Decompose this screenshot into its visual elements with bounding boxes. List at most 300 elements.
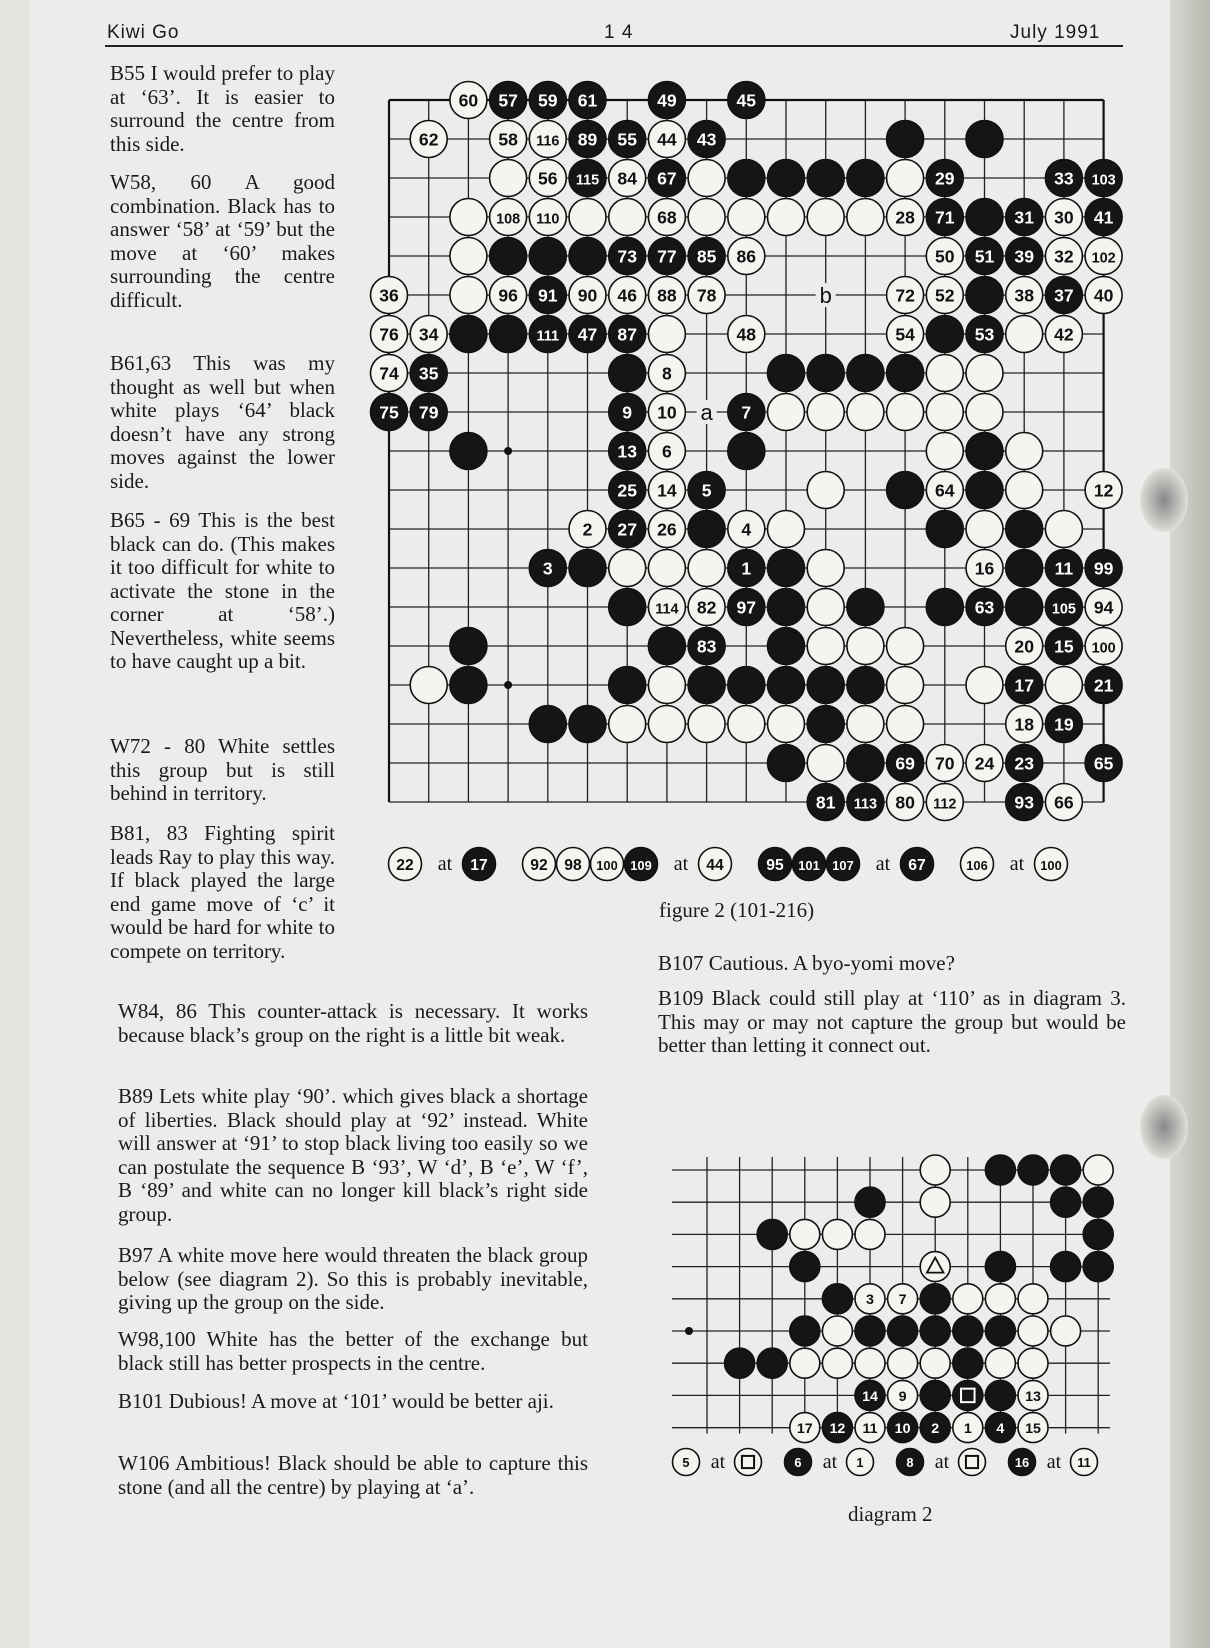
- white-stone: [887, 394, 924, 431]
- white-stone: [920, 1187, 950, 1217]
- move-number: 69: [895, 753, 915, 774]
- commentary-paragraph: W98,100 White has the better of the exchange but black still has better prospects in the centre.: [118, 1327, 588, 1375]
- move-number: 5: [701, 480, 712, 501]
- move-number: 14: [862, 1388, 878, 1405]
- move-number: 4: [996, 1421, 1005, 1437]
- white-stone: [490, 121, 527, 158]
- black-stone: [625, 848, 658, 881]
- black-stone: [920, 1284, 950, 1314]
- move-number: 44: [706, 856, 724, 874]
- white-stone: [768, 511, 805, 548]
- black-stone: [1083, 1219, 1113, 1249]
- move-number: 59: [538, 90, 558, 111]
- white-stone: [961, 848, 994, 881]
- move-number: 67: [908, 856, 926, 874]
- black-stone: [807, 355, 844, 392]
- black-stone: [759, 848, 792, 881]
- commentary-paragraph: B55 I would prefer to play at ‘63’. It is easier to surround the centre from this side.: [110, 61, 335, 156]
- move-number: 67: [657, 168, 677, 189]
- move-number: 19: [1054, 714, 1074, 735]
- white-stone: [490, 277, 527, 314]
- at-word: at: [934, 1451, 950, 1473]
- black-stone: [1006, 199, 1043, 236]
- white-stone: [410, 121, 447, 158]
- white-stone: [450, 277, 487, 314]
- white-stone: [728, 706, 765, 743]
- move-number: 25: [617, 480, 637, 501]
- move-number: 98: [564, 856, 582, 874]
- white-stone: [1006, 316, 1043, 353]
- white-stone: [926, 277, 963, 314]
- black-stone: [966, 316, 1003, 353]
- white-stone: [450, 199, 487, 236]
- black-stone: [569, 316, 606, 353]
- move-number: 64: [935, 480, 955, 501]
- move-number: 94: [1093, 597, 1114, 618]
- white-stone: [847, 199, 884, 236]
- white-stone: [728, 511, 765, 548]
- black-stone: [926, 160, 963, 197]
- figure2-board: [371, 82, 1123, 821]
- black-stone: [966, 472, 1003, 509]
- white-stone: [1006, 277, 1043, 314]
- black-stone: [768, 550, 805, 587]
- point-label: a: [700, 400, 713, 425]
- black-stone: [1018, 1155, 1048, 1185]
- black-stone: [790, 1252, 820, 1282]
- white-stone: [410, 316, 447, 353]
- white-stone: [728, 238, 765, 275]
- white-stone: [371, 316, 408, 353]
- white-stone: [688, 277, 725, 314]
- move-number: 77: [657, 246, 677, 267]
- white-stone: [888, 1380, 918, 1410]
- move-number: 113: [853, 796, 878, 813]
- white-stone: [450, 238, 487, 275]
- move-number: 8: [662, 363, 672, 384]
- black-stone: [822, 1284, 852, 1314]
- white-stone: [648, 277, 685, 314]
- black-stone: [847, 355, 884, 392]
- commentary-paragraph: B89 Lets white play ‘90’. which gives black a shortage of liberties. Black should play at ‘92’ instead. White will answer at ‘91’ to stop black living too easily so we can postulate the sequence B ‘93’, W ‘d’, B ‘e’, W ‘f’, B ‘89’ and white can no longer kill black’s right side group.: [118, 1084, 588, 1226]
- move-number: 53: [974, 324, 995, 345]
- white-stone: [966, 550, 1003, 587]
- move-number: 102: [1091, 250, 1116, 267]
- move-number: 31: [1014, 207, 1034, 228]
- move-number: 33: [1054, 168, 1074, 189]
- move-number: 101: [798, 857, 820, 873]
- move-number: 109: [630, 857, 652, 873]
- move-number: 15: [1054, 636, 1074, 657]
- white-stone: [609, 277, 646, 314]
- commentary-paragraph: B109 Black could still play at ‘110’ as in diagram 3. This may or may not capture the group but would be better than letting it connect out.: [658, 986, 1126, 1057]
- white-stone: [855, 1284, 885, 1314]
- move-number: 21: [1093, 675, 1114, 696]
- white-stone: [688, 706, 725, 743]
- move-number: 28: [895, 207, 915, 228]
- move-number: 37: [1054, 285, 1074, 306]
- move-number: 1: [856, 1454, 864, 1470]
- white-stone: [1045, 238, 1082, 275]
- move-number: 75: [379, 402, 399, 423]
- black-stone: [688, 121, 725, 158]
- black-stone: [757, 1348, 787, 1378]
- move-number: 24: [974, 753, 995, 774]
- black-stone: [1045, 589, 1082, 626]
- white-stone: [888, 1348, 918, 1378]
- black-stone: [926, 511, 963, 548]
- white-stone: [648, 511, 685, 548]
- black-stone: [953, 1316, 983, 1346]
- white-stone: [855, 1348, 885, 1378]
- white-stone: [1045, 316, 1082, 353]
- black-stone: [807, 784, 844, 821]
- black-stone: [1006, 511, 1043, 548]
- black-stone: [985, 1413, 1015, 1443]
- black-stone: [688, 628, 725, 665]
- white-stone: [887, 667, 924, 704]
- black-stone: [985, 1316, 1015, 1346]
- black-stone: [887, 745, 924, 782]
- move-number: 81: [815, 792, 836, 813]
- black-stone: [966, 121, 1003, 158]
- white-stone: [1045, 199, 1082, 236]
- move-number: 30: [1054, 207, 1074, 228]
- white-stone: [490, 199, 527, 236]
- white-stone: [855, 1219, 885, 1249]
- commentary-paragraph: B65 - 69 This is the best black can do. (This makes it too difficult for white to activate the stone in the corner at ‘58’.) Nevertheless, white seems to have caught up a bit.: [110, 508, 335, 673]
- white-stone: [888, 1284, 918, 1314]
- move-number: 90: [577, 285, 598, 306]
- black-stone: [725, 1348, 755, 1378]
- move-number: 13: [1025, 1388, 1041, 1405]
- black-stone: [1006, 550, 1043, 587]
- move-number: 50: [935, 246, 955, 267]
- move-number: 54: [895, 324, 915, 345]
- move-number: 116: [536, 133, 560, 150]
- white-stone: [926, 472, 963, 509]
- move-number: 5: [682, 1454, 690, 1470]
- black-stone: [1085, 667, 1122, 704]
- white-stone: [887, 784, 924, 821]
- black-stone: [569, 160, 606, 197]
- black-stone: [569, 82, 606, 119]
- move-number: 52: [935, 285, 955, 306]
- move-number: 26: [657, 519, 677, 540]
- move-number: 66: [1054, 792, 1074, 813]
- white-stone: [1071, 1449, 1098, 1476]
- black-stone: [728, 82, 765, 119]
- white-stone: [807, 550, 844, 587]
- move-number: 84: [617, 168, 637, 189]
- white-stone: [966, 394, 1003, 431]
- white-stone: [529, 160, 566, 197]
- white-stone: [985, 1348, 1015, 1378]
- move-number: 42: [1054, 324, 1074, 345]
- black-stone: [450, 433, 487, 470]
- white-stone: [953, 1413, 983, 1443]
- black-stone: [1006, 589, 1043, 626]
- white-stone: [699, 848, 732, 881]
- at-word: at: [822, 1451, 838, 1473]
- move-number: 63: [974, 597, 995, 618]
- black-stone: [768, 589, 805, 626]
- white-stone: [389, 848, 422, 881]
- white-stone: [648, 706, 685, 743]
- star-point: [504, 447, 512, 455]
- black-stone: [569, 706, 606, 743]
- black-stone: [785, 1449, 812, 1476]
- move-number: 18: [1014, 714, 1034, 735]
- header-title: Kiwi Go: [107, 22, 180, 43]
- black-stone: [463, 848, 496, 881]
- move-number: 97: [736, 597, 757, 618]
- white-stone: [1085, 238, 1122, 275]
- white-stone: [926, 784, 963, 821]
- move-number: 68: [657, 207, 677, 228]
- move-number: 2: [931, 1421, 940, 1437]
- white-stone: [569, 199, 606, 236]
- white-stone: [920, 1348, 950, 1378]
- black-stone: [768, 667, 805, 704]
- move-number: 23: [1014, 753, 1034, 774]
- move-number: 43: [696, 129, 717, 150]
- white-stone: [648, 472, 685, 509]
- white-stone: [569, 511, 606, 548]
- white-stone: [1018, 1316, 1048, 1346]
- white-stone: [728, 316, 765, 353]
- star-point: [685, 1327, 693, 1335]
- move-number: 71: [935, 207, 955, 228]
- black-stone: [609, 472, 646, 509]
- black-stone: [768, 745, 805, 782]
- move-number: 35: [418, 363, 439, 384]
- commentary-paragraph: W84, 86 This counter-attack is necessary. It works because black’s group on the right is a little bit weak.: [118, 999, 588, 1047]
- move-number: 44: [657, 129, 677, 150]
- move-number: 9: [622, 402, 633, 423]
- white-stone: [1085, 277, 1122, 314]
- move-number: 57: [498, 90, 518, 111]
- move-number: 47: [577, 324, 598, 345]
- move-number: 17: [796, 1421, 813, 1437]
- white-stone: [1051, 1316, 1081, 1346]
- move-number: 3: [542, 558, 553, 579]
- white-stone: [648, 433, 685, 470]
- white-stone: [790, 1348, 820, 1378]
- black-stone: [490, 82, 527, 119]
- point-label: b: [819, 283, 832, 308]
- move-number: 107: [832, 857, 854, 873]
- black-stone: [1045, 550, 1082, 587]
- black-stone: [966, 238, 1003, 275]
- white-stone: [807, 745, 844, 782]
- black-stone: [847, 784, 884, 821]
- move-number: 1: [963, 1421, 972, 1437]
- black-stone: [648, 628, 685, 665]
- white-stone: [609, 550, 646, 587]
- move-number: 49: [657, 90, 677, 111]
- white-stone: [1018, 1348, 1048, 1378]
- move-number: 80: [895, 792, 915, 813]
- black-stone: [985, 1155, 1015, 1185]
- black-stone: [529, 550, 566, 587]
- black-stone: [1085, 745, 1122, 782]
- black-stone: [985, 1380, 1015, 1410]
- black-stone: [529, 277, 566, 314]
- white-stone: [807, 199, 844, 236]
- black-stone: [887, 472, 924, 509]
- white-stone: [855, 1413, 885, 1443]
- white-stone: [953, 1284, 983, 1314]
- black-stone: [822, 1413, 852, 1443]
- move-number: 58: [498, 129, 518, 150]
- black-stone: [688, 472, 725, 509]
- move-number: 48: [736, 324, 757, 345]
- move-number: 6: [662, 441, 672, 462]
- white-stone: [1045, 511, 1082, 548]
- at-word: at: [1009, 853, 1025, 875]
- black-stone: [450, 667, 487, 704]
- white-stone: [926, 238, 963, 275]
- star-point: [504, 681, 512, 689]
- move-number: 4: [741, 519, 752, 540]
- white-stone: [1006, 706, 1043, 743]
- black-stone: [1045, 706, 1082, 743]
- move-number: 106: [966, 857, 988, 873]
- move-number: 10: [894, 1421, 911, 1437]
- black-stone: [609, 355, 646, 392]
- black-stone: [1045, 160, 1082, 197]
- white-stone: [1018, 1413, 1048, 1443]
- black-stone: [371, 394, 408, 431]
- move-number: 51: [974, 246, 995, 267]
- black-stone: [609, 589, 646, 626]
- move-number: 83: [696, 636, 717, 657]
- move-number: 55: [617, 129, 637, 150]
- white-stone: [790, 1413, 820, 1443]
- black-stone: [790, 1316, 820, 1346]
- move-number: 115: [575, 172, 600, 189]
- move-number: 85: [696, 246, 717, 267]
- move-number: 20: [1014, 636, 1034, 657]
- white-stone: [920, 1252, 950, 1282]
- diagram2-caption: diagram 2: [848, 1502, 933, 1526]
- white-stone: [1085, 589, 1122, 626]
- white-stone: [1083, 1155, 1113, 1185]
- move-number: 17: [1014, 675, 1034, 696]
- move-number: 61: [577, 90, 598, 111]
- black-stone: [985, 1252, 1015, 1282]
- white-stone: [847, 706, 884, 743]
- black-stone: [490, 316, 527, 353]
- move-number: 105: [1051, 601, 1076, 618]
- move-number: 36: [379, 285, 399, 306]
- white-stone: [648, 589, 685, 626]
- commentary-paragraph: B61,63 This was my thought as well but when white plays ‘64’ black doesn’t have any strong moves against the lower side.: [110, 351, 335, 493]
- black-stone: [450, 316, 487, 353]
- white-stone: [768, 706, 805, 743]
- move-number: 46: [617, 285, 637, 306]
- black-stone: [1051, 1155, 1081, 1185]
- move-number: 76: [379, 324, 399, 345]
- white-stone: [529, 199, 566, 236]
- black-stone: [529, 238, 566, 275]
- commentary-paragraph: B107 Cautious. A byo-yomi move?: [658, 951, 955, 975]
- figure2-caption: figure 2 (101-216): [659, 898, 815, 922]
- white-stone: [807, 589, 844, 626]
- commentary-paragraph: W58, 60 A good combination. Black has to answer ‘58’ at ‘59’ but the move at ‘60’ makes surrounding the centre difficult.: [110, 170, 335, 312]
- black-stone: [1006, 745, 1043, 782]
- white-stone: [688, 589, 725, 626]
- black-stone: [1085, 550, 1122, 587]
- white-stone: [648, 199, 685, 236]
- white-stone: [648, 355, 685, 392]
- black-stone: [529, 82, 566, 119]
- black-stone: [1006, 667, 1043, 704]
- move-number: 95: [766, 856, 784, 874]
- move-number: 110: [536, 211, 560, 228]
- black-stone: [1051, 1252, 1081, 1282]
- white-stone: [557, 848, 590, 881]
- move-number: 70: [935, 753, 955, 774]
- commentary-paragraph: B101 Dubious! A move at ‘101’ would be better aji.: [118, 1389, 554, 1413]
- white-stone: [1085, 472, 1122, 509]
- white-stone: [847, 394, 884, 431]
- black-stone: [855, 1187, 885, 1217]
- black-stone: [609, 667, 646, 704]
- white-stone: [529, 121, 566, 158]
- move-number: 100: [1040, 857, 1062, 873]
- white-stone: [807, 472, 844, 509]
- white-stone: [887, 160, 924, 197]
- black-stone: [410, 394, 447, 431]
- move-number: 78: [696, 285, 717, 306]
- black-stone: [609, 316, 646, 353]
- move-number: 103: [1091, 172, 1116, 189]
- move-number: 91: [538, 285, 558, 306]
- white-stone: [966, 667, 1003, 704]
- move-number: 114: [655, 601, 679, 618]
- move-number: 99: [1093, 558, 1114, 579]
- move-number: 39: [1014, 246, 1034, 267]
- black-stone: [827, 848, 860, 881]
- move-number: 89: [577, 129, 598, 150]
- commentary-paragraph: W106 Ambitious! Black should be able to capture this stone (and all the centre) by playing at ‘a’.: [118, 1451, 588, 1499]
- move-number: 45: [736, 90, 757, 111]
- white-stone: [959, 1449, 986, 1476]
- black-stone: [688, 667, 725, 704]
- move-number: 13: [617, 441, 637, 462]
- black-stone: [569, 121, 606, 158]
- move-number: 14: [657, 480, 677, 501]
- white-stone: [807, 394, 844, 431]
- white-stone: [926, 355, 963, 392]
- move-number: 8: [906, 1454, 914, 1470]
- black-stone: [966, 433, 1003, 470]
- move-number: 6: [794, 1454, 802, 1470]
- white-stone: [822, 1316, 852, 1346]
- black-stone: [1083, 1187, 1113, 1217]
- white-stone: [609, 706, 646, 743]
- black-stone: [569, 238, 606, 275]
- white-stone: [648, 550, 685, 587]
- move-number: 82: [696, 597, 717, 618]
- move-number: 100: [596, 857, 618, 873]
- white-stone: [926, 394, 963, 431]
- black-stone: [450, 628, 487, 665]
- white-stone: [768, 199, 805, 236]
- move-number: 62: [418, 129, 439, 150]
